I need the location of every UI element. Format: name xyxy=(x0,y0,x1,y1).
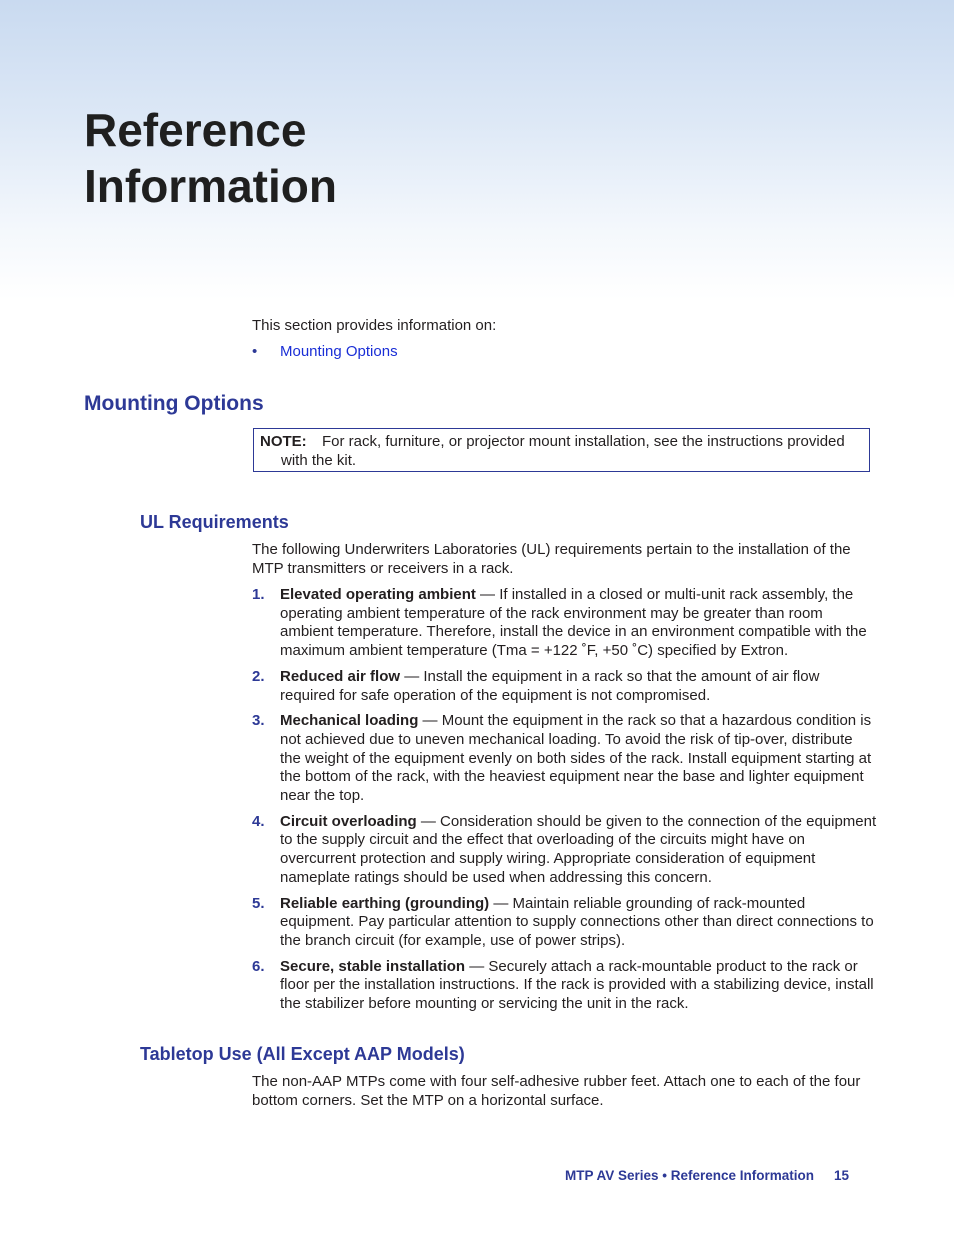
page-number: 15 xyxy=(834,1168,850,1183)
list-text: — Install the equipment in a rack so that the amount of air flow required for safe operation of the equipment is not compromised. xyxy=(280,667,820,704)
link-mounting-options[interactable]: Mounting Options xyxy=(280,343,398,360)
subheading-ul-requirements: UL Requirements xyxy=(140,512,289,532)
page-title xyxy=(84,102,337,214)
list-item xyxy=(252,712,877,806)
tabletop-paragraph: The non-AAP MTPs come with four self-adhesive rubber feet. Attach one to each of the four bottom corners. Set the MTP on a horizontal surface. xyxy=(252,1073,861,1109)
list-item xyxy=(252,813,877,888)
page-footer xyxy=(565,1168,849,1183)
note-label: NOTE: xyxy=(260,433,307,450)
list-text: — Consideration should be given to the connection of the equipment to the supply circuit and the effect that overloading of the circuits might have on overcurrent protection and supply wiring. Appropriate consideration of equipment nameplate ratings should be used when addressing this concern. xyxy=(280,812,877,886)
intro-text: This section provides information on: xyxy=(252,317,497,334)
list-item xyxy=(252,668,877,705)
list-term: Elevated operating ambient xyxy=(280,586,476,603)
list-item xyxy=(252,586,877,661)
page-title-line1: Reference xyxy=(84,104,307,156)
section-heading-mounting-options: Mounting Options xyxy=(84,392,264,415)
note-box xyxy=(253,428,870,472)
bullet-icon: • xyxy=(252,343,258,360)
list-number: 6. xyxy=(252,957,265,975)
note-text-line1: For rack, furniture, or projector mount installation, see the instructions provided xyxy=(322,433,845,450)
list-term: Circuit overloading xyxy=(280,812,417,830)
list-number: 3. xyxy=(252,712,265,730)
list-term: Reliable earthing (grounding) xyxy=(280,894,490,912)
ul-intro-paragraph: The following Underwriters Laboratories (UL) requirements pertain to the installation of the MTP transmitters or receivers in a rack. xyxy=(252,541,851,577)
list-text: — Mount the equipment in the rack so that a hazardous condition is not achieved due to uneven mechanical loading. To avoid the risk of tip-over, distribute the weight of the equipment evenly on both sides of the rack. Install equipment starting at the bottom of the rack, with the heaviest equipment near the base and lighter equipment near the top. xyxy=(280,712,872,805)
list-term: Secure, stable installation xyxy=(280,957,466,975)
list-number: 1. xyxy=(252,586,265,603)
list-number: 2. xyxy=(252,667,265,685)
list-item xyxy=(252,895,877,951)
ul-requirements-list xyxy=(252,586,877,1021)
list-text: — If installed in a closed or multi-unit rack assembly, the operating ambient temperature of the rack environment may be greater than room ambient temperature. Therefore, install the device in an environment compatible with the maximum ambient temperature (Tma = +122 ˚F, +50 ˚C) specified by Extron. xyxy=(280,586,867,660)
list-number: 4. xyxy=(252,812,265,830)
list-text: — Maintain reliable grounding of rack-mounted equipment. Pay particular attention to supply connections other than direct connections to the branch circuit (for example, use of power strips). xyxy=(280,894,874,949)
list-number: 5. xyxy=(252,894,265,912)
list-term: Reduced air flow xyxy=(280,667,401,685)
note-text-line2: with the kit. xyxy=(281,452,357,469)
subheading-tabletop-use: Tabletop Use (All Except AAP Models) xyxy=(140,1044,465,1064)
list-term: Mechanical loading xyxy=(280,712,419,730)
intro-bullet-item xyxy=(252,343,398,360)
list-item xyxy=(252,958,877,1014)
footer-label: MTP AV Series • Reference Information xyxy=(565,1168,815,1183)
page-title-line2: Information xyxy=(84,160,337,212)
list-text: — Securely attach a rack-mountable product to the rack or floor per the installation instructions. If the rack is provided with a stabilizing device, install the stabilizer before mounting or servicing the unit in the rack. xyxy=(280,957,874,1013)
